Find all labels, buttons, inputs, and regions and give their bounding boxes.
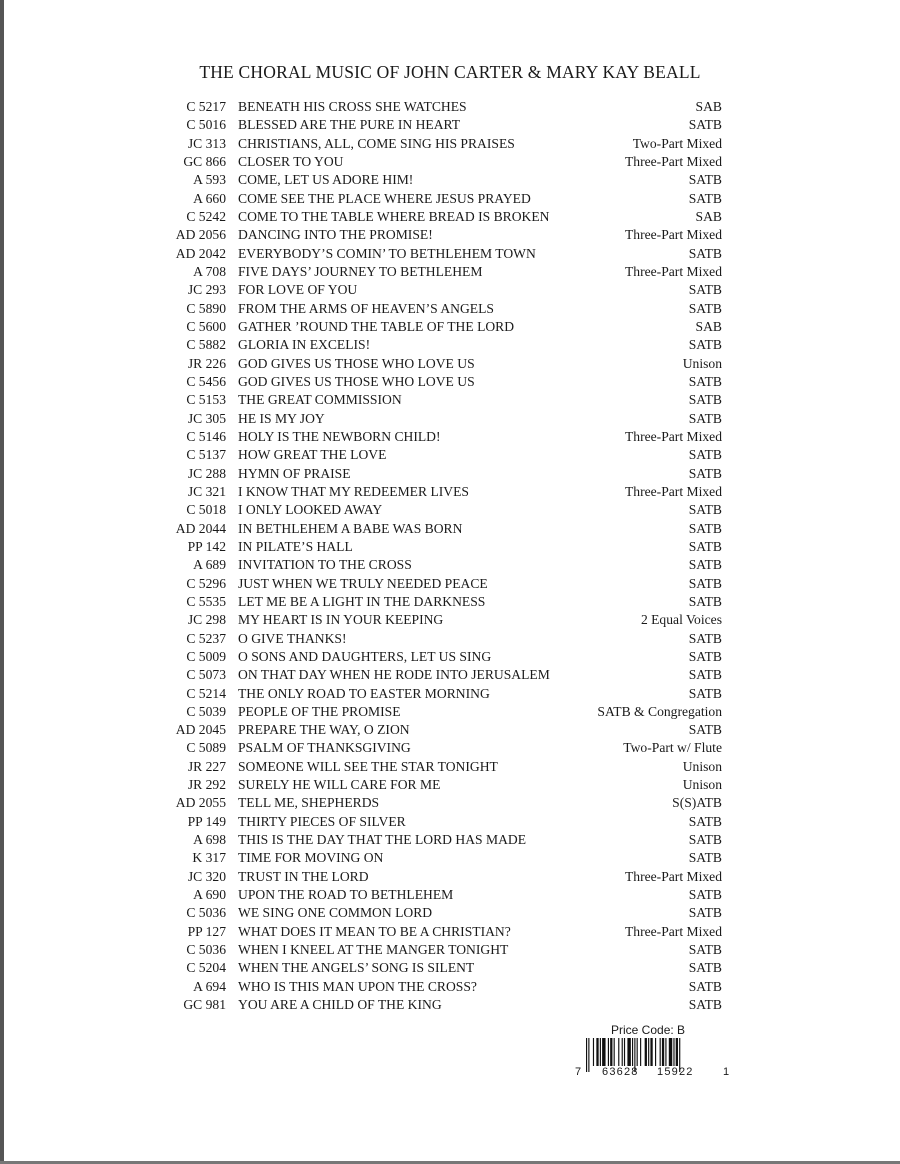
catalog-code: A 698 xyxy=(193,832,226,848)
catalog-title: IN PILATE’S HALL xyxy=(238,538,353,554)
catalog-voicing: SATB xyxy=(688,887,722,903)
catalog-entry xyxy=(160,520,722,538)
catalog-entry xyxy=(160,593,722,611)
catalog-list xyxy=(160,98,722,1014)
catalog-title: COME SEE THE PLACE WHERE JESUS PRAYED xyxy=(238,190,531,206)
catalog-title: JUST WHEN WE TRULY NEEDED PEACE xyxy=(238,575,488,591)
barcode-bar xyxy=(637,1038,638,1066)
catalog-title: PSALM OF THANKSGIVING xyxy=(238,740,411,756)
upc-right-digits: 15922 xyxy=(657,1066,694,1078)
catalog-entry xyxy=(160,410,722,428)
catalog-entry xyxy=(160,630,722,648)
catalog-code: PP 142 xyxy=(187,538,226,554)
catalog-title: COME, LET US ADORE HIM! xyxy=(238,172,414,188)
catalog-voicing: SATB xyxy=(688,282,722,298)
catalog-voicing: Three-Part Mixed xyxy=(624,263,722,279)
catalog-title: O SONS AND DAUGHTERS, LET US SING xyxy=(238,648,492,664)
catalog-voicing: SATB xyxy=(688,465,722,481)
catalog-entry xyxy=(160,501,722,519)
catalog-code: JC 298 xyxy=(187,612,226,628)
catalog-voicing: SATB xyxy=(688,373,722,389)
catalog-entry xyxy=(160,959,722,977)
catalog-entry xyxy=(160,941,722,959)
catalog-entry xyxy=(160,98,722,116)
catalog-title: MY HEART IS IN YOUR KEEPING xyxy=(238,612,444,628)
catalog-title: YOU ARE A CHILD OF THE KING xyxy=(238,997,442,1013)
catalog-voicing: SATB xyxy=(688,997,722,1013)
catalog-code: C 5882 xyxy=(186,337,226,353)
catalog-code: JR 226 xyxy=(187,355,226,371)
catalog-title: ON THAT DAY WHEN HE RODE INTO JERUSALEM xyxy=(238,667,550,683)
catalog-code: AD 2045 xyxy=(175,722,226,738)
catalog-entry xyxy=(160,556,722,574)
catalog-title: CHRISTIANS, ALL, COME SING HIS PRAISES xyxy=(238,135,515,151)
catalog-voicing: SATB xyxy=(688,447,722,463)
catalog-entry xyxy=(160,538,722,556)
catalog-voicing: SATB xyxy=(688,172,722,188)
catalog-entry xyxy=(160,978,722,996)
barcode-bar xyxy=(648,1038,649,1066)
catalog-title: DANCING INTO THE PROMISE! xyxy=(238,227,433,243)
catalog-title: PEOPLE OF THE PROMISE xyxy=(238,703,401,719)
catalog-voicing: Unison xyxy=(682,758,722,774)
catalog-code: JC 321 xyxy=(187,483,226,499)
catalog-code: C 5204 xyxy=(186,960,226,976)
catalog-code: A 690 xyxy=(193,887,226,903)
catalog-entry xyxy=(160,355,722,373)
catalog-voicing: SATB xyxy=(688,502,722,518)
barcode-bar xyxy=(586,1038,587,1072)
catalog-title: GOD GIVES US THOSE WHO LOVE US xyxy=(238,373,475,389)
catalog-entry xyxy=(160,135,722,153)
catalog-title: IN BETHLEHEM A BABE WAS BORN xyxy=(238,520,463,536)
catalog-voicing: Three-Part Mixed xyxy=(624,868,722,884)
catalog-code: JC 293 xyxy=(187,282,226,298)
catalog-entry xyxy=(160,153,722,171)
barcode-bar xyxy=(650,1038,652,1066)
catalog-voicing: S(S)ATB xyxy=(672,795,722,811)
catalog-entry xyxy=(160,245,722,263)
catalog-entry xyxy=(160,373,722,391)
catalog-code: C 5890 xyxy=(186,300,226,316)
catalog-voicing: SATB xyxy=(688,960,722,976)
catalog-entry xyxy=(160,116,722,134)
barcode-bar xyxy=(662,1038,664,1066)
catalog-title: HE IS MY JOY xyxy=(238,410,325,426)
catalog-entry xyxy=(160,996,722,1014)
catalog-code: A 689 xyxy=(193,557,226,573)
barcode-bar xyxy=(655,1038,656,1066)
catalog-title: SOMEONE WILL SEE THE STAR TONIGHT xyxy=(238,758,498,774)
upc-check-digit: 1 xyxy=(723,1066,730,1078)
catalog-entry xyxy=(160,813,722,831)
barcode-bar xyxy=(610,1038,612,1066)
catalog-code: C 5036 xyxy=(186,905,226,921)
catalog-entry xyxy=(160,666,722,684)
catalog-code: PP 149 xyxy=(187,813,226,829)
catalog-voicing: SAB xyxy=(695,318,722,334)
catalog-code: PP 127 xyxy=(187,923,226,939)
catalog-voicing: SATB xyxy=(688,392,722,408)
catalog-entry xyxy=(160,263,722,281)
catalog-entry xyxy=(160,685,722,703)
barcode-bar xyxy=(645,1038,647,1066)
catalog-entry xyxy=(160,336,722,354)
catalog-title: HYMN OF PRAISE xyxy=(238,465,351,481)
catalog-voicing: SAB xyxy=(695,99,722,114)
barcode-bar xyxy=(669,1038,672,1066)
catalog-voicing: Three-Part Mixed xyxy=(624,227,722,243)
catalog-entry xyxy=(160,318,722,336)
barcode-bar xyxy=(660,1038,661,1066)
catalog-voicing: Three-Part Mixed xyxy=(624,483,722,499)
catalog-code: JC 313 xyxy=(187,135,226,151)
catalog-title: WHEN THE ANGELS’ SONG IS SILENT xyxy=(238,960,475,976)
catalog-entry xyxy=(160,868,722,886)
upc-left-digits: 63628 xyxy=(602,1066,639,1078)
catalog-code: C 5456 xyxy=(186,373,226,389)
catalog-code: C 5016 xyxy=(186,117,226,133)
catalog-code: A 694 xyxy=(193,978,226,994)
catalog-entry xyxy=(160,300,722,318)
catalog-entry xyxy=(160,391,722,409)
catalog-entry xyxy=(160,758,722,776)
catalog-code: GC 981 xyxy=(183,997,226,1013)
catalog-code: AD 2055 xyxy=(175,795,226,811)
barcode-bar xyxy=(608,1038,609,1066)
catalog-code: JC 288 xyxy=(187,465,226,481)
catalog-voicing: SATB xyxy=(688,538,722,554)
catalog-code: C 5073 xyxy=(186,667,226,683)
barcode-bar xyxy=(673,1038,674,1066)
catalog-title: O GIVE THANKS! xyxy=(238,630,347,646)
barcode-bar xyxy=(600,1038,601,1066)
catalog-title: THIS IS THE DAY THAT THE LORD HAS MADE xyxy=(238,832,527,848)
catalog-title: HOW GREAT THE LOVE xyxy=(238,447,387,463)
catalog-code: AD 2044 xyxy=(175,520,226,536)
catalog-title: PREPARE THE WAY, O ZION xyxy=(238,722,410,738)
catalog-voicing: SAB xyxy=(695,208,722,224)
catalog-voicing: Three-Part Mixed xyxy=(624,153,722,169)
catalog-voicing: SATB xyxy=(688,575,722,591)
barcode-bar xyxy=(640,1038,641,1066)
catalog-entry xyxy=(160,904,722,922)
catalog-code: C 5214 xyxy=(186,685,226,701)
catalog-entry xyxy=(160,739,722,757)
catalog-voicing: SATB xyxy=(688,978,722,994)
catalog-title: TELL ME, SHEPHERDS xyxy=(238,795,380,811)
catalog-title: FROM THE ARMS OF HEAVEN’S ANGELS xyxy=(238,300,494,316)
catalog-entry xyxy=(160,575,722,593)
barcode-bar xyxy=(614,1038,615,1066)
catalog-entry xyxy=(160,703,722,721)
barcode-bar xyxy=(676,1038,678,1066)
catalog-title: EVERYBODY’S COMIN’ TO BETHLEHEM TOWN xyxy=(238,245,536,261)
catalog-code: C 5535 xyxy=(186,593,226,609)
catalog-entry xyxy=(160,886,722,904)
catalog-voicing: SATB xyxy=(688,630,722,646)
catalog-voicing: SATB xyxy=(688,593,722,609)
catalog-voicing: SATB xyxy=(688,520,722,536)
catalog-entry xyxy=(160,849,722,867)
catalog-entry xyxy=(160,465,722,483)
catalog-voicing: SATB xyxy=(688,942,722,958)
catalog-title: WE SING ONE COMMON LORD xyxy=(238,905,433,921)
catalog-voicing: SATB xyxy=(688,190,722,206)
catalog-voicing: SATB xyxy=(688,722,722,738)
upc-lead-digit: 7 xyxy=(575,1066,582,1078)
catalog-entry xyxy=(160,776,722,794)
catalog-entry xyxy=(160,721,722,739)
catalog-title: GLORIA IN EXCELIS! xyxy=(238,337,371,353)
catalog-title: UPON THE ROAD TO BETHLEHEM xyxy=(238,887,454,903)
catalog-code: C 5137 xyxy=(186,447,226,463)
barcode-bar xyxy=(593,1038,594,1066)
catalog-code: A 660 xyxy=(193,190,226,206)
catalog-code: C 5018 xyxy=(186,502,226,518)
catalog-voicing: 2 Equal Voices xyxy=(640,612,722,628)
catalog-entry xyxy=(160,648,722,666)
catalog-code: C 5036 xyxy=(186,942,226,958)
catalog-title: COME TO THE TABLE WHERE BREAD IS BROKEN xyxy=(238,208,550,224)
catalog-entry xyxy=(160,923,722,941)
catalog-voicing: Two-Part w/ Flute xyxy=(623,740,722,756)
catalog-code: C 5600 xyxy=(186,318,226,334)
catalog-entry xyxy=(160,611,722,629)
catalog-title: TIME FOR MOVING ON xyxy=(238,850,384,866)
catalog-code: AD 2042 xyxy=(175,245,226,261)
catalog-code: C 5153 xyxy=(186,392,226,408)
barcode-bar xyxy=(624,1038,625,1066)
catalog-title: TRUST IN THE LORD xyxy=(238,868,369,884)
catalog-voicing: SATB xyxy=(688,905,722,921)
catalog-title: SURELY HE WILL CARE FOR ME xyxy=(238,777,441,793)
catalog-voicing: SATB xyxy=(688,685,722,701)
catalog-voicing: Three-Part Mixed xyxy=(624,428,722,444)
page-title: THE CHORAL MUSIC OF JOHN CARTER & MARY KAY BEALL xyxy=(199,62,701,82)
catalog-voicing: Three-Part Mixed xyxy=(624,923,722,939)
catalog-code: GC 866 xyxy=(183,153,226,169)
catalog-title: CLOSER TO YOU xyxy=(238,153,344,169)
catalog-title: GATHER ’ROUND THE TABLE OF THE LORD xyxy=(238,318,515,334)
catalog-entry xyxy=(160,831,722,849)
barcode-bar xyxy=(632,1038,633,1066)
catalog-voicing: SATB xyxy=(688,557,722,573)
catalog-entry xyxy=(160,190,722,208)
catalog-code: K 317 xyxy=(192,850,226,866)
catalog-entry xyxy=(160,428,722,446)
catalog-entry xyxy=(160,226,722,244)
catalog-code: C 5009 xyxy=(186,648,226,664)
catalog-title: BLESSED ARE THE PURE IN HEART xyxy=(238,117,461,133)
catalog-voicing: SATB xyxy=(688,832,722,848)
catalog-title: WHEN I KNEEL AT THE MANGER TONIGHT xyxy=(238,942,509,958)
catalog-title: THIRTY PIECES OF SILVER xyxy=(238,813,406,829)
catalog-code: C 5242 xyxy=(186,208,226,224)
catalog-title: HOLY IS THE NEWBORN CHILD! xyxy=(238,428,441,444)
catalog-code: C 5146 xyxy=(186,428,226,444)
catalog-voicing: SATB xyxy=(688,337,722,353)
catalog-entry xyxy=(160,171,722,189)
catalog-title: FOR LOVE OF YOU xyxy=(238,282,358,298)
catalog-code: A 593 xyxy=(193,172,226,188)
catalog-code: A 708 xyxy=(193,263,226,279)
barcode-bar xyxy=(627,1038,630,1066)
catalog-voicing: Unison xyxy=(682,777,722,793)
catalog-code: AD 2056 xyxy=(175,227,226,243)
page-edge-shadow xyxy=(0,0,4,1164)
price-code: Price Code: B xyxy=(611,1023,686,1037)
catalog-title: FIVE DAYS’ JOURNEY TO BETHLEHEM xyxy=(238,263,483,279)
catalog-voicing: SATB xyxy=(688,117,722,133)
barcode-bar xyxy=(622,1038,623,1066)
catalog-voicing: SATB xyxy=(688,813,722,829)
catalog-voicing: SATB xyxy=(688,648,722,664)
catalog-voicing: Unison xyxy=(682,355,722,371)
barcode-bar xyxy=(588,1038,589,1072)
catalog-title: BENEATH HIS CROSS SHE WATCHES xyxy=(238,99,467,114)
barcode-bar xyxy=(665,1038,666,1066)
catalog-code: JC 305 xyxy=(187,410,226,426)
barcode-bar xyxy=(596,1038,598,1066)
catalog-voicing: SATB xyxy=(688,245,722,261)
catalog-code: JR 292 xyxy=(187,777,226,793)
catalog-code: C 5089 xyxy=(186,740,226,756)
catalog-title: WHAT DOES IT MEAN TO BE A CHRISTIAN? xyxy=(238,923,511,939)
catalog-title: THE ONLY ROAD TO EASTER MORNING xyxy=(238,685,490,701)
catalog-voicing: Two-Part Mixed xyxy=(632,135,722,151)
catalog-entry xyxy=(160,446,722,464)
catalog-title: THE GREAT COMMISSION xyxy=(238,392,402,408)
catalog-voicing: SATB & Congregation xyxy=(597,703,722,719)
catalog-code: JR 227 xyxy=(187,758,226,774)
catalog-entry xyxy=(160,483,722,501)
catalog-title: I KNOW THAT MY REDEEMER LIVES xyxy=(238,483,469,499)
catalog-voicing: SATB xyxy=(688,667,722,683)
barcode-bar xyxy=(618,1038,619,1066)
catalog-code: C 5237 xyxy=(186,630,226,646)
catalog-title: GOD GIVES US THOSE WHO LOVE US xyxy=(238,355,475,371)
catalog-voicing: SATB xyxy=(688,850,722,866)
catalog-entry xyxy=(160,281,722,299)
catalog-title: WHO IS THIS MAN UPON THE CROSS? xyxy=(238,978,477,994)
catalog-title: INVITATION TO THE CROSS xyxy=(238,557,412,573)
catalog-voicing: SATB xyxy=(688,410,722,426)
catalog-code: C 5217 xyxy=(186,99,226,114)
catalog-code: JC 320 xyxy=(187,868,226,884)
catalog-code: C 5039 xyxy=(186,703,226,719)
barcode-bar xyxy=(602,1038,605,1066)
catalog-title: LET ME BE A LIGHT IN THE DARKNESS xyxy=(238,593,486,609)
catalog-title: I ONLY LOOKED AWAY xyxy=(238,502,383,518)
catalog-voicing: SATB xyxy=(688,300,722,316)
catalog-entry xyxy=(160,794,722,812)
catalog-code: C 5296 xyxy=(186,575,226,591)
catalog-entry xyxy=(160,208,722,226)
